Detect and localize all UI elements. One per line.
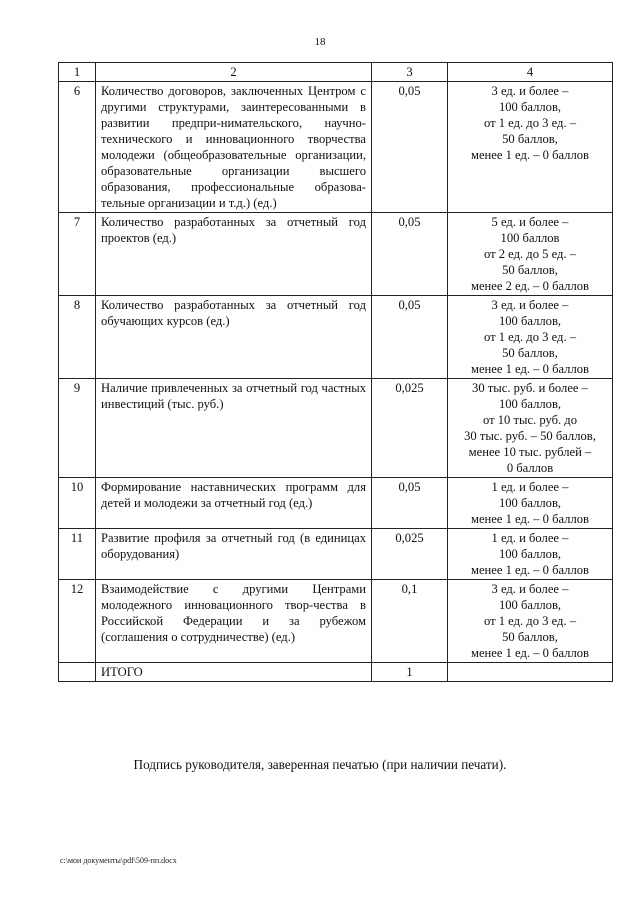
header-cell: 1 [59,63,96,82]
criterion-weight: 0,1 [372,580,448,663]
row-number: 8 [59,296,96,379]
total-number-cell [59,663,96,682]
criterion-weight: 0,05 [372,213,448,296]
table-row [59,379,613,478]
table-row [59,529,613,580]
criteria-table [58,62,613,682]
header-cell: 3 [372,63,448,82]
criterion-text: Количество разработанных за отчетный год проектов (ед.) [96,213,372,296]
criterion-weight: 0,025 [372,379,448,478]
criterion-text: Взаимодействие с другими Центрами молодежного инновационного твор-чества в Российской Федерации и за рубежом (соглашения о сотрудничестве) (ед.) [96,580,372,663]
criterion-scores: 5 ед. и более – 100 баллов от 2 ед. до 5 ед. – 50 баллов, менее 2 ед. – 0 баллов [448,213,613,296]
total-scores-cell [448,663,613,682]
criterion-text: Количество разработанных за отчетный год обучающих курсов (ед.) [96,296,372,379]
header-cell: 2 [96,63,372,82]
row-number: 10 [59,478,96,529]
row-number: 11 [59,529,96,580]
table-row [59,82,613,213]
criterion-weight: 0,05 [372,296,448,379]
criterion-text: Наличие привлеченных за отчетный год частных инвестиций (тыс. руб.) [96,379,372,478]
header-cell: 4 [448,63,613,82]
table-header-row [59,63,613,82]
criterion-text: Количество договоров, заключенных Центром с другими структурами, заинтересованными в развитии предпри-нимательского, научно-технического и инновационного творчества молодежи (общеобразовательные организации, образовательные организации высшего образования, профессиональные образова-тельные организации и т.д.) (ед.) [96,82,372,213]
total-value: 1 [372,663,448,682]
criterion-weight: 0,05 [372,82,448,213]
criterion-weight: 0,025 [372,529,448,580]
row-number: 9 [59,379,96,478]
criterion-scores: 3 ед. и более – 100 баллов, от 1 ед. до 3 ед. – 50 баллов, менее 1 ед. – 0 баллов [448,580,613,663]
table-row [59,213,613,296]
table-row [59,580,613,663]
page-number: 18 [314,36,326,48]
criterion-weight: 0,05 [372,478,448,529]
file-path-footer: c:\мои документы\pdf\509-пп.docx [60,856,177,865]
criterion-scores: 1 ед. и более – 100 баллов, менее 1 ед. – 0 баллов [448,529,613,580]
table-row [59,478,613,529]
criterion-scores: 3 ед. и более – 100 баллов, от 1 ед. до 3 ед. – 50 баллов, менее 1 ед. – 0 баллов [448,82,613,213]
criterion-text: Развитие профиля за отчетный год (в единицах оборудования) [96,529,372,580]
row-number: 7 [59,213,96,296]
criterion-scores: 30 тыс. руб. и более – 100 баллов, от 10 тыс. руб. до 30 тыс. руб. – 50 баллов, менее 10 тыс. рублей – 0 баллов [448,379,613,478]
row-number: 6 [59,82,96,213]
total-row [59,663,613,682]
criterion-scores: 1 ед. и более – 100 баллов, менее 1 ед. – 0 баллов [448,478,613,529]
row-number: 12 [59,580,96,663]
criterion-scores: 3 ед. и более – 100 баллов, от 1 ед. до 3 ед. – 50 баллов, менее 1 ед. – 0 баллов [448,296,613,379]
signature-note: Подпись руководителя, заверенная печатью (при наличии печати). [133,757,507,772]
table-row [59,296,613,379]
criterion-text: Формирование наставнических программ для детей и молодежи за отчетный год (ед.) [96,478,372,529]
total-label: ИТОГО [96,663,372,682]
